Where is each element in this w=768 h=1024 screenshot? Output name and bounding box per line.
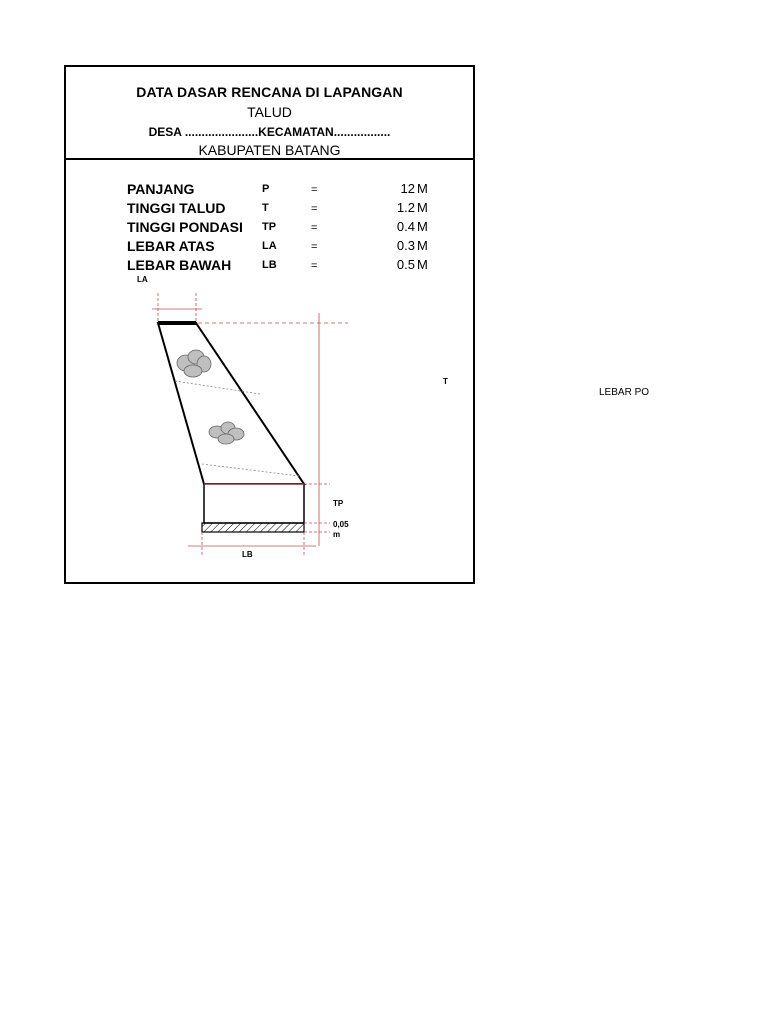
- param-value: 1.2: [396, 200, 415, 215]
- param-unit: M: [417, 219, 428, 234]
- location-line: DESA ......................KECAMATAN.................: [148, 125, 391, 139]
- param-symbol: P: [262, 183, 270, 195]
- label-lb: LB: [242, 550, 253, 559]
- param-unit: M: [417, 238, 428, 253]
- param-symbol: T: [262, 202, 269, 214]
- param-label: PANJANG: [127, 181, 195, 197]
- param-symbol: TP: [262, 221, 277, 233]
- foundation-block: [204, 484, 304, 523]
- base-layer: [202, 523, 304, 532]
- param-value: 0.4: [396, 219, 415, 234]
- param-equals: =: [311, 241, 318, 253]
- param-symbol: LB: [262, 259, 277, 271]
- param-label: TINGGI PONDASI: [127, 219, 243, 235]
- param-equals: =: [311, 203, 318, 215]
- param-value: 12: [400, 181, 415, 196]
- form-subtitle: TALUD: [247, 104, 292, 120]
- lebar-pondasi-label: LEBAR PO: [599, 387, 650, 398]
- label-la: LA: [137, 275, 148, 284]
- param-equals: =: [311, 222, 318, 234]
- regency-line: KABUPATEN BATANG: [198, 142, 341, 158]
- param-symbol: LA: [262, 240, 277, 252]
- param-unit: M: [417, 200, 428, 215]
- param-equals: =: [311, 184, 318, 196]
- param-value: 0.3: [396, 238, 415, 253]
- param-unit: M: [417, 181, 428, 196]
- label-t: T: [443, 377, 448, 386]
- param-label: LEBAR ATAS: [127, 238, 215, 254]
- label-tp: TP: [333, 499, 344, 508]
- label-thickness: 0,05: [333, 520, 349, 529]
- param-value: 0.5: [396, 257, 415, 272]
- param-label: TINGGI TALUD: [127, 200, 226, 216]
- form-title: DATA DASAR RENCANA DI LAPANGAN: [136, 84, 403, 100]
- label-thickness-unit: m: [333, 530, 341, 539]
- talud-wall-body: [158, 323, 304, 484]
- param-unit: M: [417, 257, 428, 272]
- param-label: LEBAR BAWAH: [127, 257, 232, 273]
- param-equals: =: [311, 260, 318, 272]
